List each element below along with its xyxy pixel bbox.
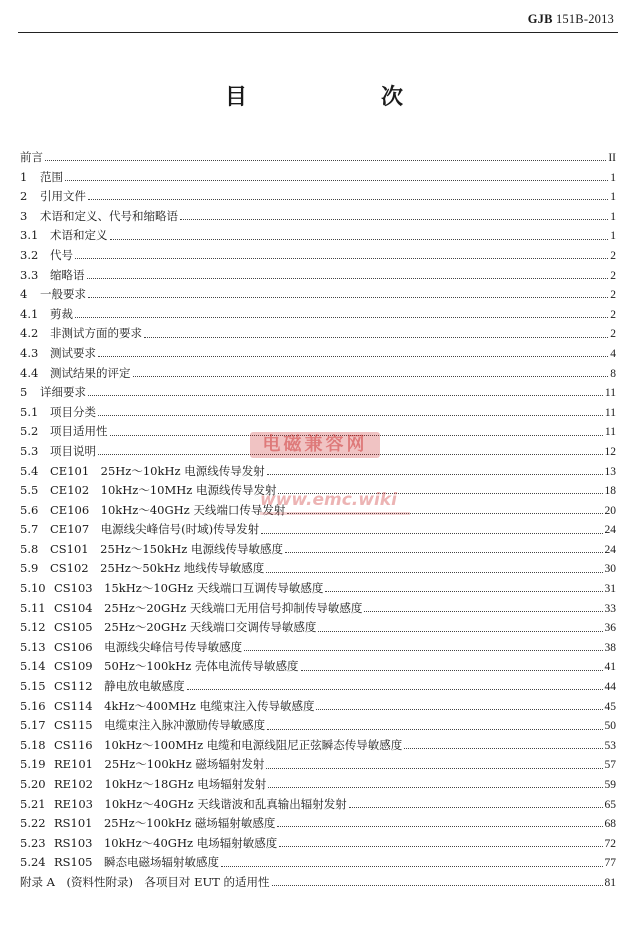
toc-entry-page: 18 <box>604 485 616 498</box>
toc-entry-number: 5.5 <box>20 483 39 498</box>
toc-entry-page: 13 <box>604 465 616 478</box>
toc-entry[interactable] <box>20 187 616 207</box>
toc-entry-title: CS106 电源线尖峰信号传导敏感度 <box>54 639 243 654</box>
toc-dot-leader <box>268 787 602 788</box>
toc-dot-leader <box>75 258 608 259</box>
toc-entry-number: 5.18 <box>20 737 46 752</box>
toc-dot-leader <box>277 826 602 827</box>
toc-entry-page: 2 <box>610 328 616 341</box>
toc-entry-page: 11 <box>604 426 616 439</box>
toc-entry-page: 31 <box>604 583 616 596</box>
toc-entry-title: CE101 25Hz～10kHz 电源线传导发射 <box>50 463 265 478</box>
toc-entry-page: 12 <box>604 445 616 458</box>
toc-entry-page: 81 <box>604 876 616 889</box>
toc-entry-title: 剪裁 <box>50 306 73 321</box>
toc-entry-title: RS101 25Hz～100kHz 磁场辐射敏感度 <box>54 816 276 831</box>
toc-entry[interactable] <box>20 266 616 286</box>
toc-entry-title: 项目说明 <box>50 443 96 458</box>
toc-dot-leader <box>133 376 609 377</box>
toc-entry-title: 缩略语 <box>50 267 85 282</box>
toc-dot-leader <box>75 317 608 318</box>
toc-entry[interactable] <box>20 814 616 834</box>
toc-entry[interactable] <box>20 755 616 775</box>
toc-dot-leader <box>349 807 603 808</box>
toc-entry[interactable] <box>20 285 616 305</box>
toc-dot-leader <box>404 748 602 749</box>
toc-entry[interactable] <box>20 873 616 893</box>
toc-entry-number: 1 <box>20 169 28 184</box>
toc-entry-number: 4.2 <box>20 326 39 341</box>
toc-dot-leader <box>325 591 602 592</box>
toc-dot-leader <box>87 278 609 279</box>
toc-dot-leader <box>279 846 602 847</box>
toc-entry-title: 范围 <box>40 169 63 184</box>
toc-entry-title: 测试结果的评定 <box>50 365 131 380</box>
toc-entry-page: 2 <box>610 269 616 282</box>
toc-entry-title: RE101 25Hz～100kHz 磁场辐射发射 <box>54 757 265 772</box>
toc-dot-leader <box>88 199 608 200</box>
toc-entry-title: 测试要求 <box>50 345 96 360</box>
toc-entry-page: 77 <box>604 857 616 870</box>
toc-entry-number: 5.17 <box>20 718 46 733</box>
toc-entry-number: 5.11 <box>20 600 46 615</box>
toc-entry-page: 2 <box>610 308 616 321</box>
toc-entry[interactable] <box>20 305 616 325</box>
toc-entry-page: 1 <box>610 210 616 223</box>
toc-entry-number: 5.23 <box>20 835 46 850</box>
toc-entry[interactable] <box>20 559 616 579</box>
toc-entry-number: 3.1 <box>20 228 39 243</box>
toc-entry-title: 项目分类 <box>50 404 96 419</box>
toc-entry-page: 68 <box>604 818 616 831</box>
toc-entry-number: 2 <box>20 189 28 204</box>
toc-dot-leader <box>98 356 608 357</box>
toc-entry-title: 前言 <box>20 150 43 164</box>
toc-entry-number: 3.3 <box>20 267 39 282</box>
toc-entry-page: 11 <box>604 387 616 400</box>
toc-entry-page: 59 <box>604 779 616 791</box>
toc-entry[interactable] <box>20 383 616 403</box>
toc-entry-title: CE106 10kHz～40GHz 天线端口传导发射 <box>50 502 286 517</box>
table-of-contents <box>20 148 616 893</box>
toc-entry-number: 5.24 <box>20 855 46 870</box>
toc-dot-leader <box>285 552 602 553</box>
toc-dot-leader <box>287 513 602 514</box>
toc-entry-page: 4 <box>610 347 616 360</box>
toc-entry-page: 72 <box>604 837 616 850</box>
toc-entry-number: 5 <box>20 385 28 400</box>
toc-entry-page: 50 <box>604 720 616 733</box>
toc-entry[interactable] <box>20 618 616 638</box>
toc-entry-number: 5.3 <box>20 443 39 458</box>
toc-entry[interactable] <box>20 853 616 873</box>
header-rule <box>18 32 618 33</box>
toc-entry[interactable] <box>20 168 616 188</box>
toc-entry-title: CS102 25Hz～50kHz 地线传导敏感度 <box>50 561 265 576</box>
toc-dot-leader <box>267 474 603 475</box>
toc-entry-page: 24 <box>604 524 616 537</box>
toc-dot-leader <box>267 729 602 730</box>
toc-entry-title: 详细要求 <box>40 385 86 400</box>
toc-entry-page: 41 <box>604 661 616 674</box>
toc-entry[interactable] <box>20 462 616 482</box>
toc-entry[interactable] <box>20 442 616 462</box>
toc-entry-page: 57 <box>604 759 616 772</box>
toc-entry-page: 1 <box>610 230 616 243</box>
toc-entry-title: RS105 瞬态电磁场辐射敏感度 <box>54 855 219 870</box>
toc-entry-page: 20 <box>604 504 616 517</box>
toc-dot-leader <box>364 611 602 612</box>
toc-entry[interactable] <box>20 422 616 442</box>
toc-entry[interactable] <box>20 246 616 266</box>
toc-entry-title: CS109 50Hz～100kHz 壳体电流传导敏感度 <box>54 659 299 674</box>
toc-entry-title: CS112 静电放电敏感度 <box>54 679 185 694</box>
toc-entry-page: 53 <box>604 739 616 752</box>
toc-entry[interactable] <box>20 148 616 168</box>
watermark-url: www.emc.wiki <box>260 488 410 515</box>
toc-entry[interactable] <box>20 599 616 619</box>
toc-entry-title: RE103 10kHz～40GHz 天线谐波和乱真输出辐射发射 <box>54 796 347 811</box>
toc-dot-leader <box>98 415 603 416</box>
toc-entry[interactable] <box>20 697 616 717</box>
toc-dot-leader <box>278 493 602 494</box>
toc-entry-number: 5.7 <box>20 522 39 537</box>
toc-entry-page: 30 <box>604 563 616 576</box>
toc-entry-page: 45 <box>604 700 616 713</box>
toc-entry-title: RS103 10kHz～40GHz 电场辐射敏感度 <box>54 835 278 850</box>
toc-entry-title: 项目适用性 <box>50 424 108 439</box>
toc-entry-number: 5.15 <box>20 679 46 694</box>
toc-entry-number: 3 <box>20 208 28 223</box>
toc-entry-number: 5.1 <box>20 404 39 419</box>
toc-entry-title: 术语和定义 <box>50 228 108 243</box>
toc-entry-page: II <box>608 152 616 164</box>
toc-entry-page: 33 <box>604 602 616 615</box>
watermark-logo-text: 电磁兼容网 <box>250 432 380 458</box>
toc-entry-title: 引用文件 <box>40 189 86 204</box>
toc-dot-leader <box>144 337 608 338</box>
toc-entry-number: 4.1 <box>20 306 39 321</box>
toc-dot-leader <box>272 885 603 886</box>
toc-entry-title: CE107 电源线尖峰信号(时域)传导发射 <box>50 522 260 537</box>
toc-dot-leader <box>88 395 603 396</box>
standard-code: GJB 151B-2013 <box>527 12 614 26</box>
toc-entry-page: 1 <box>610 191 616 204</box>
toc-entry-title: CS103 15kHz～10GHz 天线端口互调传导敏感度 <box>54 581 324 596</box>
toc-entry[interactable] <box>20 207 616 227</box>
toc-entry-page: 36 <box>604 622 616 635</box>
toc-entry[interactable] <box>20 324 616 344</box>
toc-entry-number: 4 <box>20 287 28 302</box>
toc-dot-leader <box>187 689 603 690</box>
toc-dot-leader <box>261 533 602 534</box>
toc-entry-page: 2 <box>610 289 616 302</box>
toc-entry[interactable] <box>20 657 616 677</box>
toc-entry-title: 术语和定义、代号和缩略语 <box>40 208 178 223</box>
toc-entry-title: CE102 10kHz～10MHz 电源线传导发射 <box>50 483 277 498</box>
toc-entry-title: 一般要求 <box>40 287 86 302</box>
toc-dot-leader <box>221 866 603 867</box>
toc-entry[interactable] <box>20 638 616 658</box>
toc-entry-title: CS115 电缆束注入脉冲激励传导敏感度 <box>54 718 266 733</box>
toc-entry-number: 5.2 <box>20 424 39 439</box>
toc-dot-leader <box>316 709 602 710</box>
toc-entry-number: 5.6 <box>20 502 39 517</box>
toc-entry[interactable] <box>20 520 616 540</box>
toc-entry-number: 5.21 <box>20 796 46 811</box>
toc-entry[interactable] <box>20 775 616 795</box>
toc-entry-number: 5.16 <box>20 698 46 713</box>
toc-entry-title: RE102 10kHz～18GHz 电场辐射发射 <box>54 777 267 791</box>
toc-entry-page: 65 <box>604 798 616 811</box>
toc-entry-number: 3.2 <box>20 247 39 262</box>
toc-entry-number: 5.12 <box>20 620 46 635</box>
toc-dot-leader <box>180 219 608 220</box>
toc-dot-leader <box>98 454 603 455</box>
toc-entry-number: 5.20 <box>20 777 46 791</box>
toc-entry[interactable] <box>20 344 616 364</box>
toc-dot-leader <box>45 160 606 161</box>
toc-dot-leader <box>266 572 602 573</box>
toc-entry-page: 8 <box>610 367 616 380</box>
toc-entry-page: 1 <box>610 171 616 184</box>
toc-entry-number: 5.4 <box>20 463 39 478</box>
toc-entry-number: 4.4 <box>20 365 39 380</box>
toc-entry[interactable] <box>20 795 616 815</box>
toc-entry[interactable] <box>20 501 616 521</box>
toc-entry-title: CS114 4kHz～400MHz 电缆束注入传导敏感度 <box>54 698 315 713</box>
toc-entry-title: CS101 25Hz～150kHz 电源线传导敏感度 <box>50 541 284 556</box>
toc-entry[interactable] <box>20 481 616 501</box>
toc-entry[interactable] <box>20 579 616 599</box>
toc-dot-leader <box>110 239 609 240</box>
toc-dot-leader <box>301 670 603 671</box>
toc-entry-page: 38 <box>604 641 616 654</box>
toc-entry[interactable] <box>20 677 616 697</box>
toc-entry[interactable] <box>20 403 616 423</box>
toc-entry-title: 附录 A (资料性附录) 各项目对 EUT 的适用性 <box>20 874 270 889</box>
toc-dot-leader <box>65 180 608 181</box>
toc-entry-page: 44 <box>604 681 616 694</box>
toc-entry[interactable] <box>20 716 616 736</box>
toc-entry-number: 5.13 <box>20 639 46 654</box>
toc-dot-leader <box>88 297 608 298</box>
toc-entry-title: CS105 25Hz～20GHz 天线端口交调传导敏感度 <box>54 620 317 635</box>
toc-entry-number: 5.22 <box>20 816 46 831</box>
toc-entry-number: 5.9 <box>20 561 39 576</box>
toc-entry-number: 5.14 <box>20 659 46 674</box>
page-title: 目 次 <box>224 84 433 110</box>
toc-dot-leader <box>266 768 602 769</box>
toc-entry-page: 11 <box>604 406 616 419</box>
toc-entry[interactable] <box>20 736 616 756</box>
toc-entry-title: CS104 25Hz～20GHz 天线端口无用信号抑制传导敏感度 <box>54 600 363 615</box>
toc-entry-title: CS116 10kHz～100MHz 电缆和电源线阻尼正弦瞬态传导敏感度 <box>54 737 403 752</box>
toc-dot-leader <box>110 435 603 436</box>
toc-entry-title: 代号 <box>50 247 73 262</box>
toc-dot-leader <box>244 650 602 651</box>
toc-entry-number: 4.3 <box>20 345 39 360</box>
toc-entry-number: 5.8 <box>20 541 39 556</box>
toc-entry[interactable] <box>20 364 616 384</box>
toc-entry[interactable] <box>20 540 616 560</box>
toc-entry-title: 非测试方面的要求 <box>50 326 142 341</box>
toc-entry-number: 5.10 <box>20 581 46 596</box>
toc-entry[interactable] <box>20 226 616 246</box>
toc-dot-leader <box>318 631 602 632</box>
toc-entry[interactable] <box>20 834 616 854</box>
toc-entry-page: 2 <box>610 249 616 262</box>
toc-entry-number: 5.19 <box>20 757 46 772</box>
toc-entry-page: 24 <box>604 543 616 556</box>
